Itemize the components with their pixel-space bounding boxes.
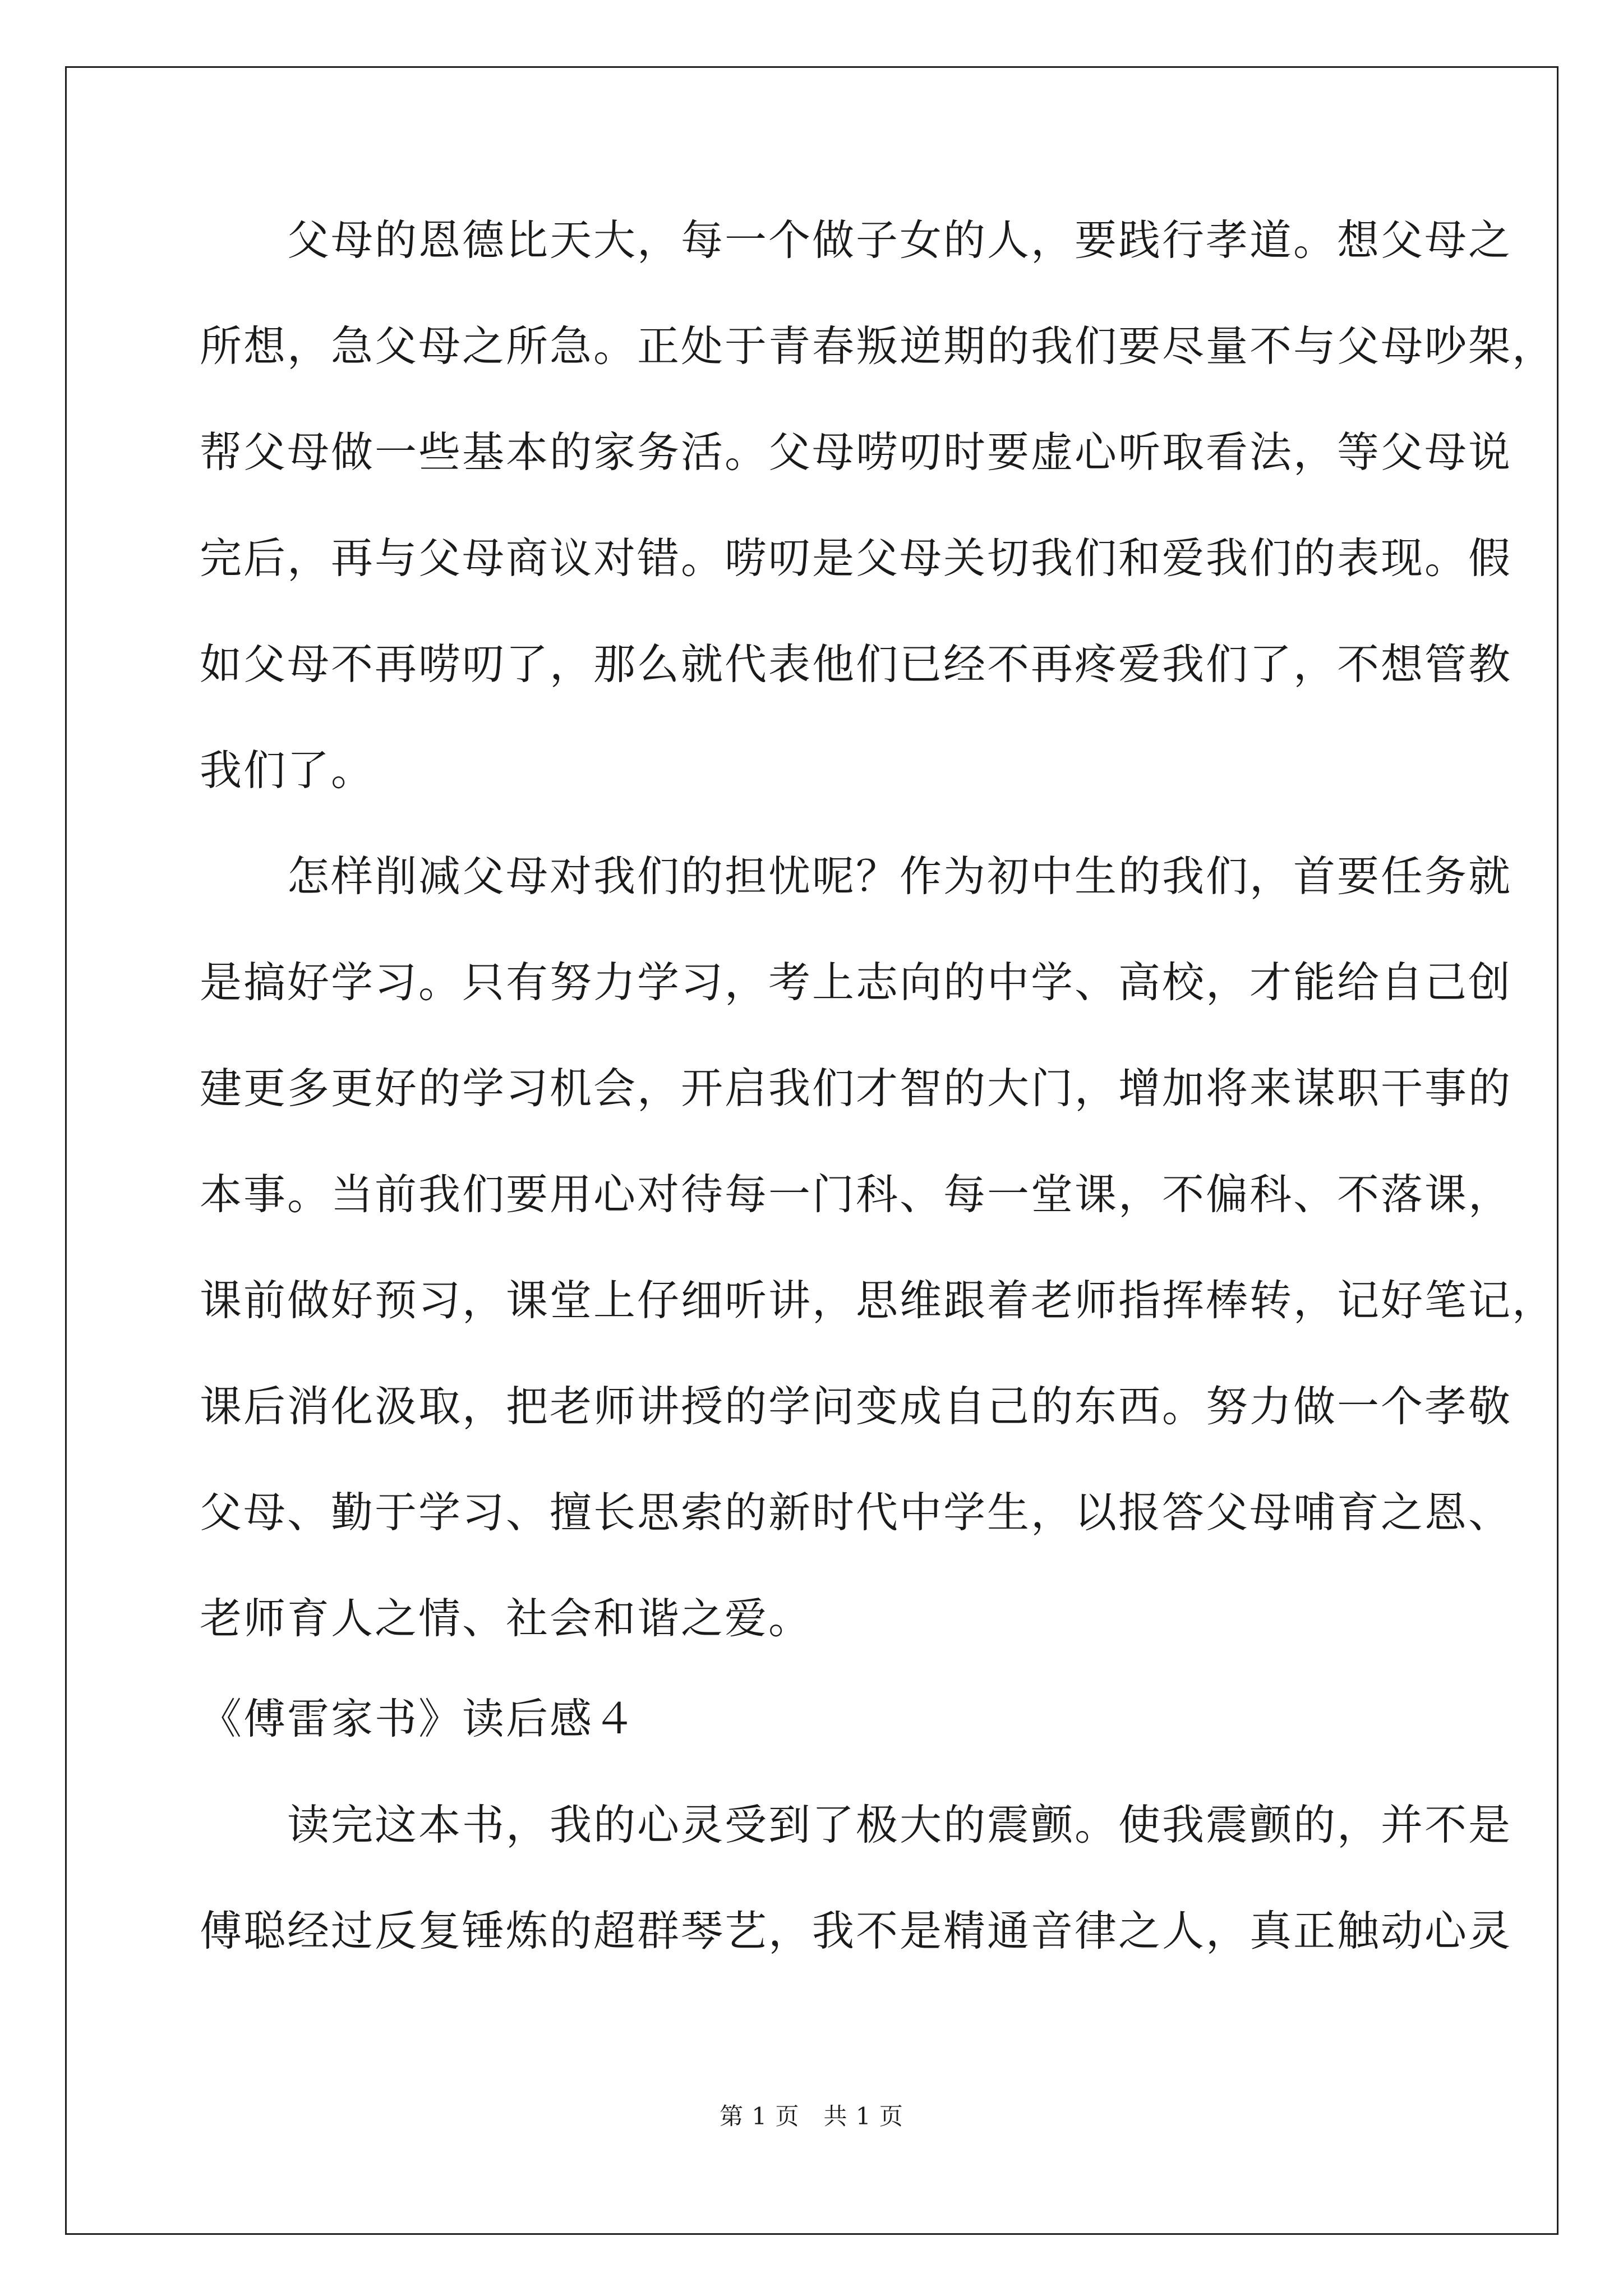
text-line: 是搞好学习。只有努力学习，考上志向的中学、高校，才能给自己创	[200, 958, 1513, 1007]
text-line: 完后，再与父母商议对错。唠叨是父母关切我们和爱我们的表现。假	[200, 533, 1513, 583]
text-line: 建更多更好的学习机会，开启我们才智的大门，增加将来谋职干事的	[200, 1064, 1513, 1113]
text-line: 我们了。	[200, 746, 375, 795]
text-line: 怎样削减父母对我们的担忧呢？作为初中生的我们，首要任务就	[200, 852, 1513, 901]
text-line: 老师育人之情、社会和谐之爱。	[200, 1594, 813, 1643]
page-footer: 第 1 页 共 1 页	[720, 2102, 903, 2130]
section-heading: 《傅雷家书》读后感４	[200, 1694, 638, 1743]
text-line: 所想，急父母之所急。正处于青春叛逆期的我们要尽量不与父母吵架，	[200, 321, 1556, 371]
text-line: 读完这本书，我的心灵受到了极大的震颤。使我震颤的，并不是	[200, 1800, 1513, 1849]
text-line: 父母的恩德比天大，每一个做子女的人，要践行孝道。想父母之	[200, 215, 1513, 265]
text-line: 帮父母做一些基本的家务活。父母唠叨时要虚心听取看法，等父母说	[200, 427, 1513, 477]
text-line: 如父母不再唠叨了，那么就代表他们已经不再疼爱我们了，不想管教	[200, 639, 1513, 689]
text-line: 课后消化汲取，把老师讲授的学问变成自己的东西。努力做一个孝敬	[200, 1382, 1513, 1431]
text-line: 父母、勤于学习、擅长思索的新时代中学生，以报答父母哺育之恩、	[200, 1488, 1513, 1537]
text-line: 课前做好预习，课堂上仔细听讲，思维跟着老师指挥棒转，记好笔记，	[200, 1276, 1556, 1325]
text-line: 本事。当前我们要用心对待每一门科、每一堂课，不偏科、不落课，	[200, 1170, 1513, 1219]
text-line: 傅聪经过反复锤炼的超群琴艺，我不是精通音律之人，真正触动心灵	[200, 1906, 1513, 1955]
